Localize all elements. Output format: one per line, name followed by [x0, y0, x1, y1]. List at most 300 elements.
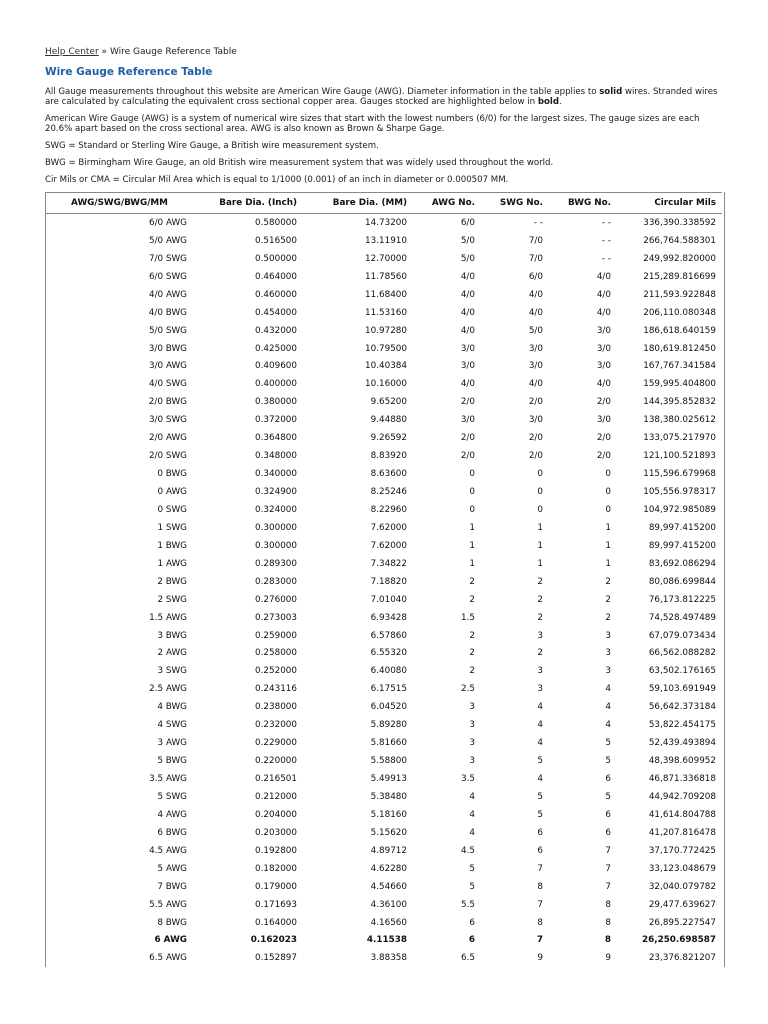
bare-dia-inch-cell: 0.324900 [255, 487, 297, 498]
gauge-label-cell: 1 AWG [157, 558, 187, 569]
bwg-no-cell: 3 [605, 666, 611, 677]
bare-dia-mm-cell: 7.62000 [370, 522, 407, 533]
table-row [46, 645, 722, 663]
bare-dia-mm-cell: 8.63600 [370, 469, 407, 480]
bare-dia-mm-cell: 5.49913 [370, 774, 407, 785]
table-row [46, 393, 722, 411]
gauge-label-cell: 5 BWG [157, 756, 187, 767]
gauge-label-cell: 2 BWG [157, 576, 187, 587]
awg-no-cell: 1 [469, 522, 475, 533]
swg-no-cell: 9 [537, 953, 543, 964]
table-row [46, 716, 722, 734]
awg-no-cell: 4.5 [461, 845, 475, 856]
awg-no-cell: 6/0 [460, 217, 475, 228]
breadcrumb-home-link[interactable]: Help Center [45, 47, 99, 57]
bare-dia-mm-cell: 7.18820 [370, 576, 407, 587]
table-row [46, 591, 722, 609]
bare-dia-inch-cell: 0.464000 [255, 271, 297, 282]
bare-dia-inch-cell: 0.152897 [255, 953, 297, 964]
bare-dia-inch-cell: 0.300000 [255, 522, 297, 533]
table-row [46, 949, 722, 967]
bare-dia-inch-cell: 0.243116 [255, 684, 297, 695]
bare-dia-mm-cell: 8.83920 [370, 451, 407, 462]
bare-dia-inch-cell: 0.283000 [255, 576, 297, 587]
bare-dia-inch-cell: 0.273003 [255, 612, 297, 623]
bare-dia-mm-cell: 7.34822 [370, 558, 407, 569]
bwg-no-cell: 0 [605, 487, 611, 498]
gauge-label-cell: 1 SWG [157, 522, 187, 533]
circular-mils-cell: 144,395.852832 [643, 397, 716, 408]
swg-no-cell: 7 [536, 935, 543, 946]
gauge-label-cell: 3 SWG [157, 666, 187, 677]
bwg-no-cell: 2/0 [596, 451, 611, 462]
swg-no-cell: 7/0 [528, 235, 543, 246]
bare-dia-mm-cell: 5.58800 [370, 756, 407, 767]
breadcrumb-current: Wire Gauge Reference Table [109, 47, 237, 57]
bwg-no-cell: 5 [605, 738, 611, 749]
circular-mils-cell: 180,619.812450 [643, 343, 716, 354]
table-row [46, 537, 722, 555]
circular-mils-cell: 67,079.073434 [648, 630, 716, 641]
bare-dia-inch-cell: 0.252000 [255, 666, 297, 677]
column-header: SWG No. [481, 193, 549, 214]
awg-no-cell: 6.5 [461, 953, 475, 964]
circular-mils-cell: 83,692.086294 [648, 558, 716, 569]
bare-dia-mm-cell: 4.62280 [370, 863, 407, 874]
bwg-no-cell: 1 [605, 540, 611, 551]
awg-no-cell: 3 [469, 756, 475, 767]
table-row [46, 483, 722, 501]
table-row [46, 411, 722, 429]
awg-no-cell: 0 [469, 504, 475, 515]
circular-mils-cell: 23,376.821207 [648, 953, 716, 964]
circular-mils-cell: 186,618.640159 [643, 325, 716, 336]
column-header: Bare Dia. (MM) [303, 193, 413, 214]
bwg-no-cell: 0 [605, 504, 611, 515]
gauge-label-cell: 6/0 AWG [148, 217, 187, 228]
awg-no-cell: 4/0 [460, 289, 475, 300]
bare-dia-inch-cell: 0.454000 [255, 307, 297, 318]
bare-dia-mm-cell: 10.40384 [365, 361, 407, 372]
table-row [46, 878, 722, 896]
bwg-no-cell: 0 [605, 469, 611, 480]
bare-dia-inch-cell: 0.258000 [255, 648, 297, 659]
swg-no-cell: 0 [537, 487, 543, 498]
gauge-label-cell: 3.5 AWG [149, 774, 187, 785]
awg-no-cell: 6 [468, 935, 475, 946]
swg-no-cell: 7 [537, 899, 543, 910]
awg-no-cell: 2/0 [460, 433, 475, 444]
swg-no-cell: 4/0 [528, 289, 543, 300]
circular-mils-cell: 44,942.709208 [648, 791, 716, 802]
gauge-label-cell: 0 SWG [157, 504, 187, 515]
bare-dia-mm-cell: 3.88358 [370, 953, 407, 964]
bwg-no-cell: 5 [605, 791, 611, 802]
bwg-no-cell: 3 [605, 630, 611, 641]
circular-mils-cell: 66,562.088282 [648, 648, 716, 659]
bare-dia-inch-cell: 0.162023 [250, 935, 297, 946]
circular-mils-cell: 336,390.338592 [643, 217, 716, 228]
bare-dia-mm-cell: 12.70000 [365, 253, 407, 264]
column-header: BWG No. [549, 193, 617, 214]
bare-dia-inch-cell: 0.204000 [255, 809, 297, 820]
bwg-no-cell: - - [601, 253, 611, 264]
circular-mils-cell: 105,556.978317 [643, 487, 716, 498]
table-row [46, 932, 722, 950]
bare-dia-mm-cell: 11.53160 [365, 307, 407, 318]
bwg-no-cell: 3/0 [596, 343, 611, 354]
table-row [46, 250, 722, 268]
table-row [46, 358, 722, 376]
bwg-no-cell: 2/0 [596, 397, 611, 408]
awg-no-cell: 2 [469, 594, 475, 605]
bare-dia-inch-cell: 0.182000 [255, 863, 297, 874]
swg-no-cell: 3/0 [528, 415, 543, 426]
table-row [46, 214, 722, 232]
gauge-label-cell: 6 BWG [157, 827, 187, 838]
table-body [46, 214, 722, 968]
page-content [45, 44, 725, 967]
column-header: Circular Mils [617, 193, 722, 214]
table-row [46, 806, 722, 824]
circular-mils-cell: 46,871.336818 [648, 774, 716, 785]
bare-dia-mm-cell: 6.55320 [370, 648, 407, 659]
bwg-no-cell: 7 [605, 881, 611, 892]
awg-no-cell: 3/0 [460, 415, 475, 426]
gauge-label-cell: 3 BWG [157, 630, 187, 641]
bare-dia-inch-cell: 0.372000 [255, 415, 297, 426]
bare-dia-inch-cell: 0.400000 [255, 379, 297, 390]
awg-no-cell: 2 [469, 648, 475, 659]
table-row [46, 752, 722, 770]
awg-no-cell: 2.5 [461, 684, 475, 695]
table-frame [45, 192, 725, 967]
bare-dia-mm-cell: 11.78560 [365, 271, 407, 282]
awg-no-cell: 4/0 [460, 379, 475, 390]
bare-dia-mm-cell: 5.89280 [370, 720, 407, 731]
intro-paragraph-swg-definition: SWG = Standard or Sterling Wire Gauge, a British wire measurement system. [45, 141, 379, 151]
bold-emphasis: bold [537, 97, 560, 107]
table-row [46, 375, 722, 393]
bwg-no-cell: 4/0 [596, 307, 611, 318]
circular-mils-cell: 167,767.341584 [643, 361, 716, 372]
column-header: Bare Dia. (Inch) [193, 193, 303, 214]
bwg-no-cell: 6 [605, 827, 611, 838]
bare-dia-inch-cell: 0.171693 [255, 899, 297, 910]
bare-dia-inch-cell: 0.212000 [255, 791, 297, 802]
table-row [46, 501, 722, 519]
bwg-no-cell: 1 [605, 558, 611, 569]
circular-mils-cell: 29,477.639627 [648, 899, 716, 910]
bare-dia-mm-cell: 6.04520 [370, 702, 407, 713]
table-row [46, 447, 722, 465]
gauge-label-cell: 5 AWG [157, 863, 187, 874]
swg-no-cell: 5 [537, 809, 543, 820]
circular-mils-cell: 121,100.521893 [643, 451, 716, 462]
circular-mils-cell: 41,207.816478 [648, 827, 716, 838]
awg-no-cell: 3 [469, 738, 475, 749]
table-row [46, 788, 722, 806]
circular-mils-cell: 59,103.691949 [648, 684, 716, 695]
swg-no-cell: 4 [537, 702, 543, 713]
gauge-label-cell: 3/0 SWG [148, 415, 187, 426]
awg-no-cell: 5/0 [460, 253, 475, 264]
swg-no-cell: 1 [537, 558, 543, 569]
table-row [46, 680, 722, 698]
swg-no-cell: 3 [537, 630, 543, 641]
bare-dia-inch-cell: 0.516500 [255, 235, 297, 246]
table-row [46, 268, 722, 286]
bare-dia-inch-cell: 0.380000 [255, 397, 297, 408]
awg-no-cell: 3/0 [460, 361, 475, 372]
swg-no-cell: 3/0 [528, 361, 543, 372]
circular-mils-cell: 249,992.820000 [643, 253, 716, 264]
swg-no-cell: 6 [537, 827, 543, 838]
gauge-label-cell: 2/0 AWG [148, 433, 187, 444]
awg-no-cell: 4 [469, 791, 475, 802]
awg-no-cell: 4 [469, 809, 475, 820]
table-row [46, 322, 722, 340]
bare-dia-inch-cell: 0.364800 [255, 433, 297, 444]
bare-dia-inch-cell: 0.289300 [255, 558, 297, 569]
bare-dia-mm-cell: 7.01040 [370, 594, 407, 605]
circular-mils-cell: 26,895.227547 [648, 917, 716, 928]
bwg-no-cell: 8 [605, 899, 611, 910]
table-row [46, 465, 722, 483]
circular-mils-cell: 138,380.025612 [643, 415, 716, 426]
gauge-label-cell: 8 BWG [157, 917, 187, 928]
gauge-label-cell: 3/0 BWG [148, 343, 187, 354]
intro-paragraph-bwg-definition: BWG = Birmingham Wire Gauge, an old British wire measurement system that was widely used throughout the world. [45, 158, 554, 168]
bare-dia-inch-cell: 0.300000 [255, 540, 297, 551]
awg-no-cell: 6 [469, 917, 475, 928]
circular-mils-cell: 26,250.698587 [641, 935, 716, 946]
gauge-label-cell: 5.5 AWG [149, 899, 187, 910]
bare-dia-mm-cell: 5.38480 [370, 791, 407, 802]
gauge-label-cell: 6/0 SWG [148, 271, 187, 282]
bare-dia-inch-cell: 0.192800 [255, 845, 297, 856]
awg-no-cell: 5 [469, 863, 475, 874]
awg-no-cell: 1.5 [461, 612, 475, 623]
bare-dia-mm-cell: 8.25246 [370, 487, 407, 498]
table-row [46, 770, 722, 788]
circular-mils-cell: 74,528.497489 [648, 612, 716, 623]
column-header: AWG No. [413, 193, 481, 214]
bare-dia-inch-cell: 0.500000 [255, 253, 297, 264]
swg-no-cell: 6/0 [528, 271, 543, 282]
circular-mils-cell: 215,289.816699 [643, 271, 716, 282]
circular-mils-cell: 115,596.679968 [643, 469, 716, 480]
table-row [46, 698, 722, 716]
bwg-no-cell: 8 [604, 935, 611, 946]
swg-no-cell: 5 [537, 791, 543, 802]
intro-paragraph-awg-definition: American Wire Gauge (AWG) is a system of numerical wire sizes that start with the lowest numbers (6/0) for the largest sizes. The gauge sizes are each 20.6% apart based on the cross sectional area. AWG is also known as Brown & Sharpe Gage. [45, 114, 700, 134]
bwg-no-cell: 5 [605, 756, 611, 767]
bare-dia-mm-cell: 9.65200 [370, 397, 407, 408]
swg-no-cell: 7 [537, 863, 543, 874]
bare-dia-inch-cell: 0.259000 [255, 630, 297, 641]
bare-dia-mm-cell: 7.62000 [370, 540, 407, 551]
gauge-label-cell: 2 AWG [157, 648, 187, 659]
gauge-label-cell: 2 SWG [157, 594, 187, 605]
bwg-no-cell: 8 [605, 917, 611, 928]
bwg-no-cell: 4/0 [596, 271, 611, 282]
swg-no-cell: 3 [537, 684, 543, 695]
circular-mils-cell: 89,997.415200 [648, 522, 716, 533]
gauge-label-cell: 0 AWG [157, 487, 187, 498]
bare-dia-mm-cell: 4.89712 [370, 845, 407, 856]
bare-dia-inch-cell: 0.238000 [255, 702, 297, 713]
bare-dia-mm-cell: 10.16000 [365, 379, 407, 390]
swg-no-cell: 2/0 [528, 397, 543, 408]
intro-text: wires. Stranded wires are calculated by calculating the equivalent cross sectional copper area. Gauges stocked are highlighted below in [45, 87, 718, 107]
gauge-label-cell: 3/0 AWG [148, 361, 187, 372]
table-row [46, 232, 722, 250]
bwg-no-cell: 2 [605, 594, 611, 605]
bare-dia-mm-cell: 10.97280 [365, 325, 407, 336]
bare-dia-inch-cell: 0.229000 [255, 738, 297, 749]
swg-no-cell: 3/0 [528, 343, 543, 354]
circular-mils-cell: 133,075.217970 [643, 433, 716, 444]
bare-dia-mm-cell: 4.16560 [370, 917, 407, 928]
bare-dia-inch-cell: 0.432000 [255, 325, 297, 336]
table-header-row [46, 193, 722, 214]
gauge-label-cell: 2.5 AWG [149, 684, 187, 695]
gauge-label-cell: 7/0 SWG [148, 253, 187, 264]
circular-mils-cell: 104,972.985089 [643, 504, 716, 515]
awg-no-cell: 5 [469, 881, 475, 892]
swg-no-cell: 4 [537, 720, 543, 731]
gauge-label-cell: 2/0 BWG [148, 397, 187, 408]
swg-no-cell: 8 [537, 881, 543, 892]
bare-dia-inch-cell: 0.232000 [255, 720, 297, 731]
swg-no-cell: 1 [537, 522, 543, 533]
gauge-label-cell: 3 AWG [157, 738, 187, 749]
circular-mils-cell: 80,086.699844 [648, 576, 716, 587]
bare-dia-inch-cell: 0.340000 [255, 469, 297, 480]
swg-no-cell: 2/0 [528, 451, 543, 462]
table-row [46, 429, 722, 447]
bwg-no-cell: 1 [605, 522, 611, 533]
awg-no-cell: 4/0 [460, 307, 475, 318]
bwg-no-cell: 4/0 [596, 379, 611, 390]
gauge-label-cell: 4.5 AWG [149, 845, 187, 856]
awg-no-cell: 0 [469, 469, 475, 480]
table-row [46, 555, 722, 573]
bare-dia-mm-cell: 8.22960 [370, 504, 407, 515]
circular-mils-cell: 41,614.804788 [648, 809, 716, 820]
bwg-no-cell: 6 [605, 809, 611, 820]
swg-no-cell: 5 [537, 756, 543, 767]
swg-no-cell: 0 [537, 469, 543, 480]
bare-dia-mm-cell: 4.54660 [370, 881, 407, 892]
gauge-label-cell: 4 SWG [157, 720, 187, 731]
swg-no-cell: 4 [537, 774, 543, 785]
circular-mils-cell: 32,040.079782 [648, 881, 716, 892]
table-row [46, 860, 722, 878]
circular-mils-cell: 37,170.772425 [648, 845, 716, 856]
bare-dia-inch-cell: 0.220000 [255, 756, 297, 767]
table-row [46, 340, 722, 358]
swg-no-cell: 7/0 [528, 253, 543, 264]
awg-no-cell: 2/0 [460, 451, 475, 462]
circular-mils-cell: 266,764.588301 [643, 235, 716, 246]
awg-no-cell: 0 [469, 487, 475, 498]
awg-no-cell: 5/0 [460, 235, 475, 246]
table-row [46, 842, 722, 860]
bwg-no-cell: 6 [605, 774, 611, 785]
gauge-label-cell: 7 BWG [157, 881, 187, 892]
table-row [46, 734, 722, 752]
bwg-no-cell: 3/0 [596, 415, 611, 426]
circular-mils-cell: 89,997.415200 [648, 540, 716, 551]
table-row [46, 609, 722, 627]
bare-dia-inch-cell: 0.324000 [255, 504, 297, 515]
awg-no-cell: 4/0 [460, 271, 475, 282]
awg-no-cell: 3 [469, 702, 475, 713]
circular-mils-cell: 206,110.080348 [643, 307, 716, 318]
table-row [46, 824, 722, 842]
gauge-label-cell: 5 SWG [157, 791, 187, 802]
bwg-no-cell: 4 [605, 684, 611, 695]
table-row [46, 627, 722, 645]
gauge-label-cell: 1.5 AWG [149, 612, 187, 623]
gauge-label-cell: 4/0 SWG [148, 379, 187, 390]
bare-dia-mm-cell: 13.11910 [365, 235, 407, 246]
page-title: Wire Gauge Reference Table [45, 66, 213, 78]
wire-gauge-table [46, 192, 722, 967]
swg-no-cell: 2 [537, 576, 543, 587]
gauge-label-cell: 2/0 SWG [148, 451, 187, 462]
gauge-label-cell: 5/0 SWG [148, 325, 187, 336]
bare-dia-inch-cell: 0.276000 [255, 594, 297, 605]
awg-no-cell: 2 [469, 630, 475, 641]
gauge-label-cell: 6 AWG [154, 935, 187, 946]
gauge-label-cell: 0 BWG [157, 469, 187, 480]
gauge-label-cell: 6.5 AWG [149, 953, 187, 964]
bare-dia-inch-cell: 0.460000 [255, 289, 297, 300]
table-row [46, 662, 722, 680]
circular-mils-cell: 211,593.922848 [643, 289, 716, 300]
bare-dia-inch-cell: 0.216501 [255, 774, 297, 785]
bare-dia-mm-cell: 14.73200 [365, 217, 407, 228]
gauge-label-cell: 4/0 AWG [148, 289, 187, 300]
circular-mils-cell: 33,123.048679 [648, 863, 716, 874]
bwg-no-cell: - - [601, 235, 611, 246]
gauge-label-cell: 5/0 AWG [148, 235, 187, 246]
awg-no-cell: 4 [469, 827, 475, 838]
circular-mils-cell: 63,502.176165 [648, 666, 716, 677]
bare-dia-inch-cell: 0.409600 [255, 361, 297, 372]
circular-mils-cell: 53,822.454175 [648, 720, 716, 731]
bwg-no-cell: 2 [605, 612, 611, 623]
table-row [46, 573, 722, 591]
swg-no-cell: 0 [537, 504, 543, 515]
bwg-no-cell: 2 [605, 576, 611, 587]
swg-no-cell: 2 [537, 594, 543, 605]
table-row [46, 286, 722, 304]
bwg-no-cell: 4 [605, 720, 611, 731]
gauge-label-cell: 4 AWG [157, 809, 187, 820]
bare-dia-mm-cell: 6.93428 [370, 612, 407, 623]
breadcrumb [45, 44, 725, 60]
bwg-no-cell: 3/0 [596, 361, 611, 372]
bare-dia-inch-cell: 0.179000 [255, 881, 297, 892]
bare-dia-mm-cell: 10.79500 [365, 343, 407, 354]
breadcrumb-separator: » [101, 47, 108, 57]
bare-dia-mm-cell: 5.15620 [370, 827, 407, 838]
table-row [46, 519, 722, 537]
